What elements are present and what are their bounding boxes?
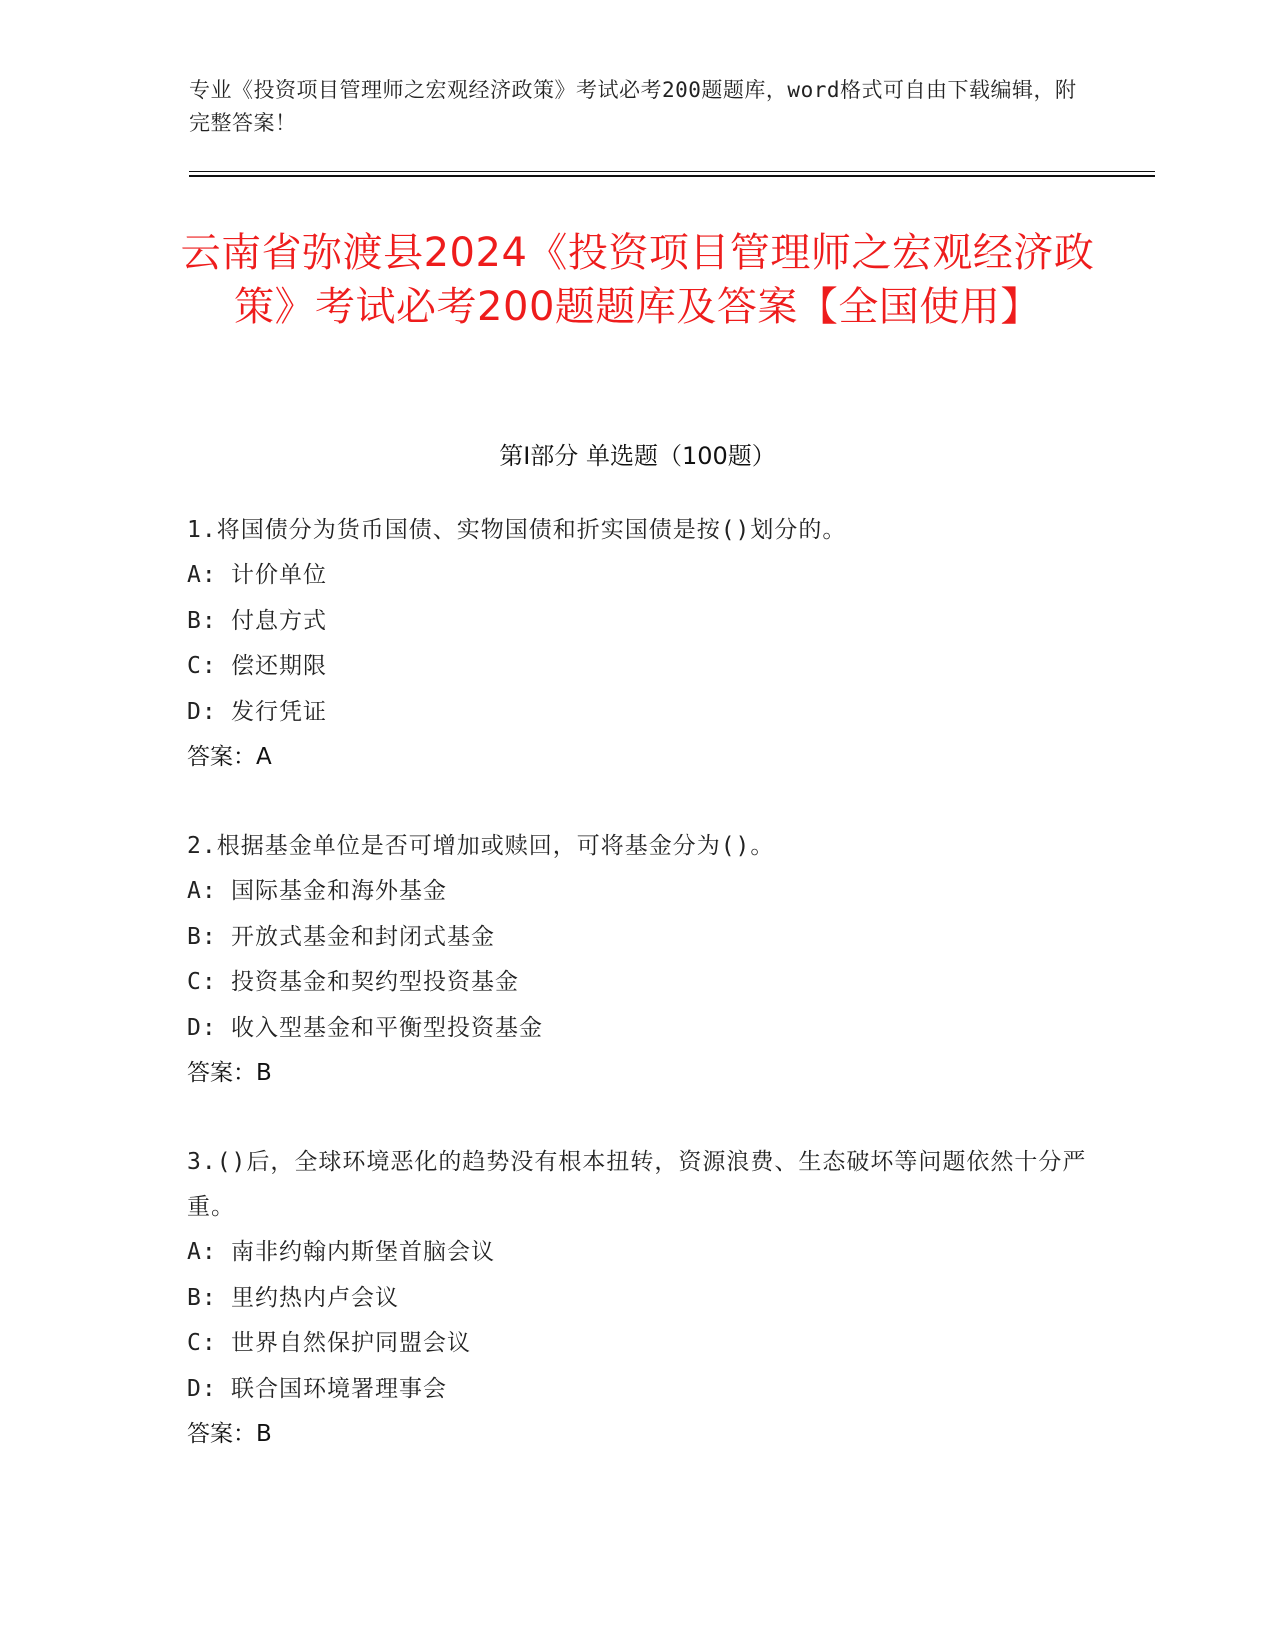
question-stem: 2.根据基金单位是否可增加或赎回，可将基金分为()。	[187, 833, 775, 859]
option-a	[187, 1230, 1087, 1276]
option-text: 付息方式	[231, 607, 327, 634]
option-d	[187, 1367, 1087, 1413]
option-text: 世界自然保护同盟会议	[231, 1330, 471, 1356]
question-stem: 1.将国债分为货币国债、实物国债和折实国债是按()划分的。	[187, 517, 847, 543]
option-a	[187, 553, 1087, 599]
option-key: B:	[187, 923, 217, 950]
question-stem: 3.()后，全球环境恶化的趋势没有根本扭转，资源浪费、生态破坏等问题依然十分严重。	[187, 1149, 1087, 1220]
option-d	[187, 690, 1087, 736]
question-3	[187, 1140, 1087, 1458]
option-text: 国际基金和海外基金	[231, 878, 447, 904]
option-key: D:	[187, 1014, 217, 1041]
option-text: 计价单位	[231, 562, 327, 588]
option-d	[187, 1006, 1087, 1052]
header-note: 专业《投资项目管理师之宏观经济政策》考试必考200题题库，word格式可自由下载编辑，附完整答案！	[189, 78, 1077, 135]
answer-line: 答案：A	[187, 744, 272, 770]
option-key: C:	[187, 653, 217, 679]
option-text: 投资基金和契约型投资基金	[231, 969, 519, 995]
answer-line: 答案：B	[187, 1421, 272, 1447]
option-c	[187, 644, 1087, 690]
option-key: D:	[187, 698, 217, 725]
option-text: 偿还期限	[231, 653, 327, 679]
option-key: C:	[187, 969, 217, 995]
header-divider-thin	[189, 171, 1155, 172]
option-c	[187, 1321, 1087, 1367]
option-key: C:	[187, 1330, 217, 1356]
option-key: A:	[187, 562, 217, 588]
option-b	[187, 1276, 1087, 1322]
option-c	[187, 960, 1087, 1006]
option-text: 南非约翰内斯堡首脑会议	[231, 1239, 495, 1265]
option-key: A:	[187, 1239, 217, 1265]
document-title: 云南省弥渡县2024《投资项目管理师之宏观经济政策》考试必考200题题库及答案【全国使用】	[180, 230, 1095, 330]
option-text: 联合国环境署理事会	[231, 1375, 447, 1402]
header-divider-thick	[189, 175, 1155, 177]
option-key: B:	[187, 1284, 217, 1311]
option-b	[187, 599, 1087, 645]
option-text: 开放式基金和封闭式基金	[231, 923, 495, 950]
option-key: B:	[187, 607, 217, 634]
section-title: 第Ⅰ部分 单选题（100题）	[499, 442, 776, 470]
option-text: 里约热内卢会议	[231, 1284, 399, 1311]
question-1	[187, 508, 1087, 781]
option-key: D:	[187, 1375, 217, 1402]
option-a	[187, 869, 1087, 915]
question-2	[187, 824, 1087, 1097]
option-text: 发行凭证	[231, 698, 327, 725]
option-b	[187, 915, 1087, 961]
answer-line: 答案：B	[187, 1060, 272, 1086]
option-key: A:	[187, 878, 217, 904]
option-text: 收入型基金和平衡型投资基金	[231, 1014, 543, 1041]
